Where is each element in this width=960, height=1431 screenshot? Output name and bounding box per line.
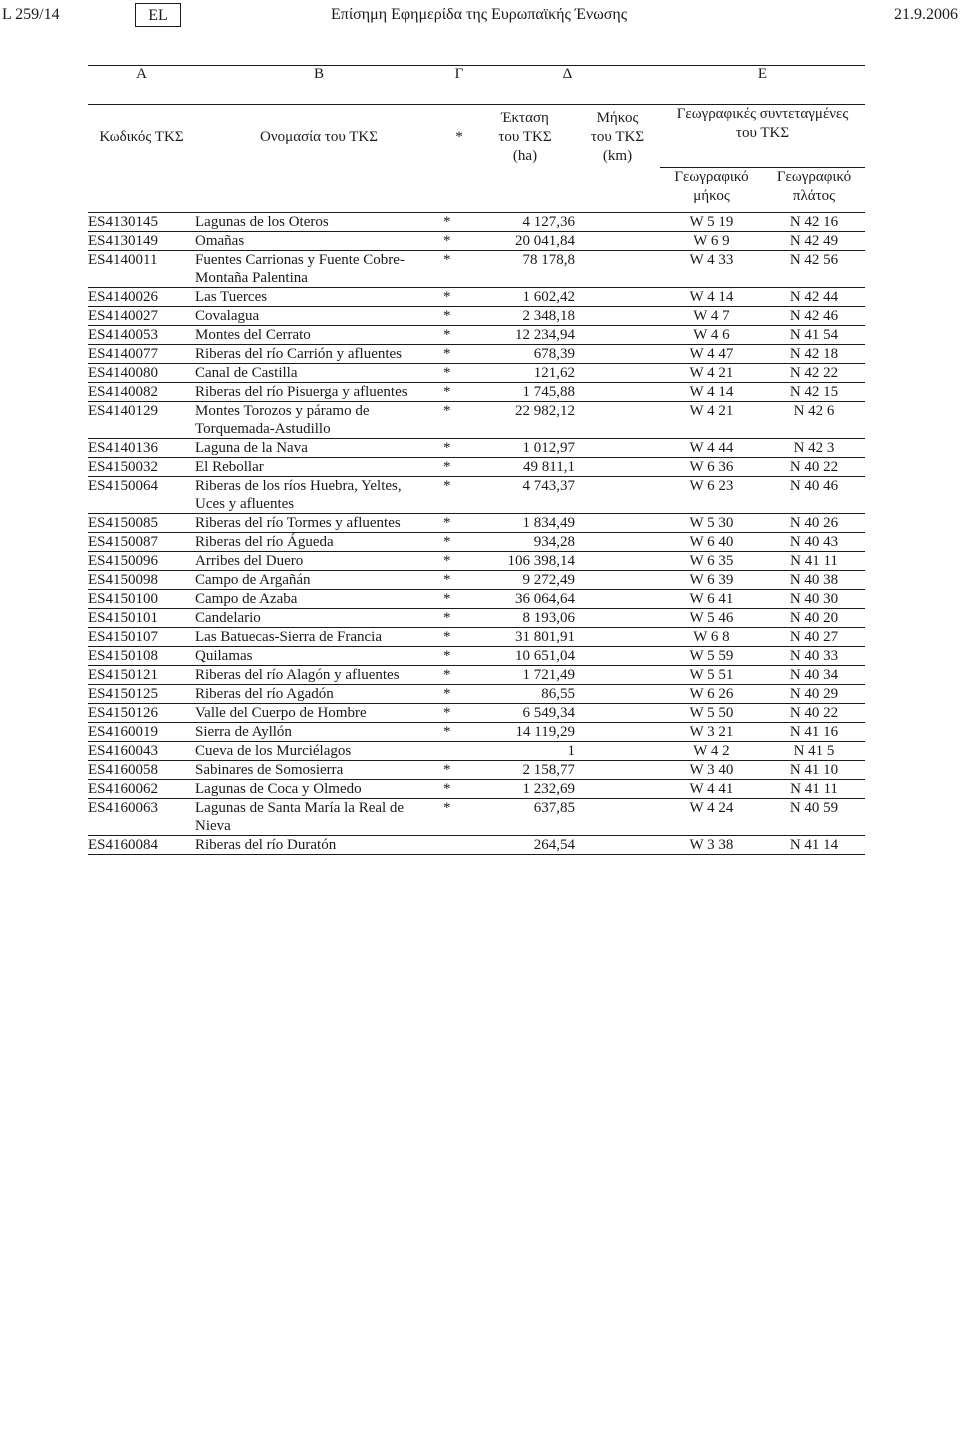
letter-d: Δ (475, 66, 660, 105)
site-name-line: Riberas del río Tormes y afluentes (195, 515, 401, 531)
site-name-line: Riberas del río Agadón (195, 686, 334, 702)
area-cell: 1 834,49 (475, 514, 575, 533)
area-cell: 264,54 (475, 836, 575, 855)
length-cell (575, 836, 660, 855)
site-code-cell: ES4150107 (88, 628, 195, 647)
length-cell (575, 780, 660, 799)
longitude-cell: W 5 46 (660, 609, 763, 628)
column-headers-row (88, 105, 865, 168)
site-name-cell (195, 647, 443, 666)
length-cell (575, 647, 660, 666)
site-name-line: Covalagua (195, 308, 260, 324)
longitude-cell: W 6 35 (660, 552, 763, 571)
site-name-line: Montes Torozos y páramo de (195, 403, 370, 419)
table-row (88, 326, 865, 345)
table-row (88, 609, 865, 628)
priority-marker-cell: * (443, 364, 475, 383)
site-code-cell: ES4150100 (88, 590, 195, 609)
site-name-line: El Rebollar (195, 459, 264, 475)
latitude-cell: N 42 46 (763, 307, 865, 326)
site-code-cell: ES4140026 (88, 288, 195, 307)
length-cell (575, 402, 660, 439)
latitude-cell: N 40 29 (763, 685, 865, 704)
priority-marker-cell: * (443, 552, 475, 571)
latitude-cell: N 42 3 (763, 439, 865, 458)
latitude-cell: N 40 22 (763, 704, 865, 723)
priority-marker-cell: * (443, 647, 475, 666)
length-cell (575, 326, 660, 345)
site-name-line: Riberas del río Pisuerga y afluentes (195, 384, 408, 400)
length-cell (575, 307, 660, 326)
site-name-cell (195, 590, 443, 609)
priority-marker-cell: * (443, 780, 475, 799)
page-header (0, 0, 960, 34)
priority-marker-cell: * (443, 439, 475, 458)
site-name-cell (195, 345, 443, 364)
site-code-cell: ES4160062 (88, 780, 195, 799)
site-code-cell: ES4150064 (88, 477, 195, 514)
site-name-line: Campo de Argañán (195, 572, 311, 588)
latitude-cell: N 40 43 (763, 533, 865, 552)
site-name-cell (195, 458, 443, 477)
letter-e: E (660, 66, 865, 105)
site-code-cell: ES4140027 (88, 307, 195, 326)
site-code-cell: ES4130149 (88, 232, 195, 251)
area-cell: 2 348,18 (475, 307, 575, 326)
site-code-cell: ES4160063 (88, 799, 195, 836)
site-name-cell (195, 685, 443, 704)
site-code-cell: ES4140129 (88, 402, 195, 439)
site-code-cell: ES4160043 (88, 742, 195, 761)
latitude-cell: N 40 26 (763, 514, 865, 533)
priority-marker-cell: * (443, 326, 475, 345)
site-name-line: Las Batuecas-Sierra de Francia (195, 629, 382, 645)
area-cell: 9 272,49 (475, 571, 575, 590)
area-cell: 1 745,88 (475, 383, 575, 402)
area-cell: 1 232,69 (475, 780, 575, 799)
longitude-cell: W 4 14 (660, 288, 763, 307)
site-name-cell (195, 251, 443, 288)
length-cell (575, 458, 660, 477)
length-cell (575, 514, 660, 533)
longitude-cell: W 4 24 (660, 799, 763, 836)
longitude-cell: W 6 26 (660, 685, 763, 704)
area-cell: 637,85 (475, 799, 575, 836)
priority-marker-cell: * (443, 514, 475, 533)
priority-marker-cell: * (443, 232, 475, 251)
table-row (88, 761, 865, 780)
length-cell (575, 232, 660, 251)
table-row (88, 723, 865, 742)
longitude-cell: W 3 40 (660, 761, 763, 780)
length-cell (575, 742, 660, 761)
site-name-line: Cueva de los Murciélagos (195, 743, 352, 759)
area-cell: 106 398,14 (475, 552, 575, 571)
site-name-cell (195, 232, 443, 251)
site-name-line: Lagunas de Coca y Olmedo (195, 781, 362, 797)
site-name-cell (195, 533, 443, 552)
site-code-cell: ES4140082 (88, 383, 195, 402)
journal-title: Επίσημη Εφημερίδα της Ευρωπαϊκής Ένωσης (331, 6, 628, 23)
latitude-cell: N 42 56 (763, 251, 865, 288)
site-name-line: Canal de Castilla (195, 365, 298, 381)
table-row (88, 704, 865, 723)
longitude-cell: W 5 59 (660, 647, 763, 666)
longitude-cell: W 6 40 (660, 533, 763, 552)
site-name-line: Lagunas de los Oteros (195, 214, 329, 230)
length-cell (575, 552, 660, 571)
longitude-cell: W 4 2 (660, 742, 763, 761)
latitude-cell: N 41 10 (763, 761, 865, 780)
table-row (88, 345, 865, 364)
table-row (88, 742, 865, 761)
letter-a: A (88, 66, 195, 105)
priority-marker-cell: * (443, 213, 475, 232)
area-cell: 2 158,77 (475, 761, 575, 780)
table-row (88, 552, 865, 571)
site-name-cell (195, 628, 443, 647)
length-cell (575, 477, 660, 514)
site-name-cell (195, 780, 443, 799)
length-cell (575, 251, 660, 288)
area-cell: 934,28 (475, 533, 575, 552)
area-cell: 678,39 (475, 345, 575, 364)
site-name-cell (195, 609, 443, 628)
site-code-cell: ES4130145 (88, 213, 195, 232)
site-name-cell (195, 307, 443, 326)
site-name-cell (195, 761, 443, 780)
table-row (88, 514, 865, 533)
letter-b: B (195, 66, 443, 105)
latitude-cell: N 42 44 (763, 288, 865, 307)
longitude-cell: W 4 14 (660, 383, 763, 402)
table-row (88, 477, 865, 514)
priority-marker-cell: * (443, 609, 475, 628)
table-row (88, 647, 865, 666)
priority-marker-cell: * (443, 704, 475, 723)
site-code-cell: ES4150085 (88, 514, 195, 533)
area-cell: 20 041,84 (475, 232, 575, 251)
length-cell (575, 345, 660, 364)
priority-marker-cell: * (443, 685, 475, 704)
length-cell (575, 439, 660, 458)
site-name-line: Riberas del río Duratón (195, 837, 337, 853)
table-row (88, 213, 865, 232)
longitude-cell: W 4 41 (660, 780, 763, 799)
letter-c: Γ (443, 66, 475, 105)
site-name-line: Torquemada-Astudillo (195, 421, 331, 437)
latitude-cell: N 40 22 (763, 458, 865, 477)
latitude-cell: N 41 16 (763, 723, 865, 742)
longitude-cell: W 5 19 (660, 213, 763, 232)
site-name-cell (195, 402, 443, 439)
site-name-line: Uces y afluentes (195, 496, 295, 512)
table-row (88, 590, 865, 609)
latitude-cell: N 42 6 (763, 402, 865, 439)
table-row (88, 402, 865, 439)
priority-marker-cell: * (443, 799, 475, 836)
latitude-cell: N 40 33 (763, 647, 865, 666)
length-cell (575, 383, 660, 402)
table-row (88, 251, 865, 288)
site-code-cell: ES4150108 (88, 647, 195, 666)
header-name: Ονομασία του ΤΚΣ (195, 105, 443, 213)
length-cell (575, 666, 660, 685)
length-cell (575, 288, 660, 307)
area-cell: 78 178,8 (475, 251, 575, 288)
priority-marker-cell: * (443, 761, 475, 780)
site-name-cell (195, 439, 443, 458)
header-area: Έκταση του ΤΚΣ (ha) (475, 105, 575, 213)
longitude-cell: W 3 38 (660, 836, 763, 855)
area-cell: 86,55 (475, 685, 575, 704)
table-row (88, 799, 865, 836)
site-name-cell (195, 666, 443, 685)
site-code-cell: ES4160058 (88, 761, 195, 780)
latitude-cell: N 41 5 (763, 742, 865, 761)
longitude-cell: W 5 51 (660, 666, 763, 685)
site-name-cell (195, 364, 443, 383)
longitude-cell: W 5 50 (660, 704, 763, 723)
site-name-line: Riberas del río Águeda (195, 534, 334, 550)
latitude-cell: N 40 59 (763, 799, 865, 836)
latitude-cell: N 40 30 (763, 590, 865, 609)
table-row (88, 780, 865, 799)
table-row (88, 533, 865, 552)
latitude-cell: N 42 49 (763, 232, 865, 251)
longitude-cell: W 5 30 (660, 514, 763, 533)
priority-marker-cell: * (443, 307, 475, 326)
longitude-cell: W 4 6 (660, 326, 763, 345)
site-name-line: Omañas (195, 233, 245, 249)
latitude-cell: N 40 38 (763, 571, 865, 590)
site-code-cell: ES4150087 (88, 533, 195, 552)
area-cell: 12 234,94 (475, 326, 575, 345)
priority-marker-cell: * (443, 477, 475, 514)
site-code-cell: ES4140077 (88, 345, 195, 364)
priority-marker-cell: * (443, 288, 475, 307)
length-cell (575, 590, 660, 609)
site-name-cell (195, 571, 443, 590)
priority-marker-cell: * (443, 345, 475, 364)
length-cell (575, 628, 660, 647)
site-name-line: Laguna de la Nava (195, 440, 308, 456)
longitude-cell: W 6 8 (660, 628, 763, 647)
header-star: * (443, 105, 475, 213)
area-cell: 22 982,12 (475, 402, 575, 439)
latitude-cell: N 40 20 (763, 609, 865, 628)
longitude-cell: W 6 36 (660, 458, 763, 477)
site-name-line: Arribes del Duero (195, 553, 304, 569)
length-cell (575, 761, 660, 780)
priority-marker-cell: * (443, 628, 475, 647)
area-cell: 1 012,97 (475, 439, 575, 458)
area-cell: 49 811,1 (475, 458, 575, 477)
table-row (88, 364, 865, 383)
site-code-cell: ES4150125 (88, 685, 195, 704)
priority-marker-cell (443, 742, 475, 761)
site-name-line: Fuentes Carrionas y Fuente Cobre- (195, 252, 405, 268)
longitude-cell: W 6 39 (660, 571, 763, 590)
area-cell: 36 064,64 (475, 590, 575, 609)
site-name-line: Nieva (195, 818, 231, 834)
site-code-cell: ES4160019 (88, 723, 195, 742)
sites-table-body (88, 213, 865, 855)
header-length: Μήκος του ΤΚΣ (km) (575, 105, 660, 213)
header-longitude: Γεωγραφικό μήκος (660, 168, 763, 213)
site-name-line: Riberas de los ríos Huebra, Yeltes, (195, 478, 402, 494)
site-name-line: Valle del Cuerpo de Hombre (195, 705, 367, 721)
priority-marker-cell: * (443, 383, 475, 402)
latitude-cell: N 41 54 (763, 326, 865, 345)
table-row (88, 685, 865, 704)
area-cell: 4 743,37 (475, 477, 575, 514)
latitude-cell: N 41 14 (763, 836, 865, 855)
sites-table (88, 65, 865, 855)
site-name-cell (195, 383, 443, 402)
header-coordinates: Γεωγραφικές συντεταγμένες του ΤΚΣ (660, 105, 865, 168)
site-name-cell (195, 326, 443, 345)
site-code-cell: ES4140011 (88, 251, 195, 288)
longitude-cell: W 6 23 (660, 477, 763, 514)
site-name-cell (195, 514, 443, 533)
site-name-line: Campo de Azaba (195, 591, 298, 607)
site-name-line: Las Tuerces (195, 289, 268, 305)
area-cell: 8 193,06 (475, 609, 575, 628)
table-row (88, 628, 865, 647)
site-name-line: Montaña Palentina (195, 270, 308, 286)
length-cell (575, 571, 660, 590)
longitude-cell: W 4 33 (660, 251, 763, 288)
length-cell (575, 799, 660, 836)
site-name-cell (195, 723, 443, 742)
language-code: EL (135, 3, 181, 27)
longitude-cell: W 6 41 (660, 590, 763, 609)
table-row (88, 232, 865, 251)
page-reference: L 259/14 (2, 6, 60, 23)
site-name-line: Riberas del río Alagón y afluentes (195, 667, 400, 683)
site-name-cell (195, 836, 443, 855)
latitude-cell: N 40 27 (763, 628, 865, 647)
latitude-cell: N 42 16 (763, 213, 865, 232)
table-row (88, 571, 865, 590)
longitude-cell: W 4 21 (660, 402, 763, 439)
table-row (88, 307, 865, 326)
latitude-cell: N 42 18 (763, 345, 865, 364)
longitude-cell: W 6 9 (660, 232, 763, 251)
site-name-cell (195, 477, 443, 514)
site-code-cell: ES4140053 (88, 326, 195, 345)
site-name-cell (195, 704, 443, 723)
priority-marker-cell: * (443, 723, 475, 742)
priority-marker-cell: * (443, 666, 475, 685)
site-name-line: Sierra de Ayllón (195, 724, 292, 740)
site-name-cell (195, 552, 443, 571)
priority-marker-cell (443, 836, 475, 855)
site-name-line: Sabinares de Somosierra (195, 762, 344, 778)
longitude-cell: W 4 44 (660, 439, 763, 458)
site-code-cell: ES4150126 (88, 704, 195, 723)
site-code-cell: ES4150121 (88, 666, 195, 685)
latitude-cell: N 41 11 (763, 552, 865, 571)
site-name-cell (195, 288, 443, 307)
site-name-line: Quilamas (195, 648, 253, 664)
site-name-line: Lagunas de Santa María la Real de (195, 800, 405, 816)
area-cell: 6 549,34 (475, 704, 575, 723)
longitude-cell: W 4 21 (660, 364, 763, 383)
header-code: Κωδικός ΤΚΣ (88, 105, 195, 213)
length-cell (575, 723, 660, 742)
latitude-cell: N 42 15 (763, 383, 865, 402)
latitude-cell: N 40 34 (763, 666, 865, 685)
area-cell: 14 119,29 (475, 723, 575, 742)
site-code-cell: ES4150096 (88, 552, 195, 571)
area-cell: 31 801,91 (475, 628, 575, 647)
site-name-cell (195, 213, 443, 232)
longitude-cell: W 4 7 (660, 307, 763, 326)
length-cell (575, 609, 660, 628)
length-cell (575, 533, 660, 552)
latitude-cell: N 40 46 (763, 477, 865, 514)
table-row (88, 439, 865, 458)
publication-date: 21.9.2006 (894, 6, 958, 23)
header-latitude: Γεωγραφικό πλάτος (763, 168, 865, 213)
length-cell (575, 685, 660, 704)
site-code-cell: ES4140136 (88, 439, 195, 458)
site-name-cell (195, 742, 443, 761)
priority-marker-cell: * (443, 402, 475, 439)
length-cell (575, 704, 660, 723)
site-code-cell: ES4150101 (88, 609, 195, 628)
site-name-line: Montes del Cerrato (195, 327, 311, 343)
site-code-cell: ES4150098 (88, 571, 195, 590)
area-cell: 121,62 (475, 364, 575, 383)
area-cell: 4 127,36 (475, 213, 575, 232)
latitude-cell: N 41 11 (763, 780, 865, 799)
table-row (88, 288, 865, 307)
area-cell: 1 602,42 (475, 288, 575, 307)
priority-marker-cell: * (443, 533, 475, 552)
site-code-cell: ES4150032 (88, 458, 195, 477)
table-row (88, 836, 865, 855)
area-cell: 1 721,49 (475, 666, 575, 685)
site-code-cell: ES4160084 (88, 836, 195, 855)
priority-marker-cell: * (443, 571, 475, 590)
table-row (88, 666, 865, 685)
longitude-cell: W 3 21 (660, 723, 763, 742)
priority-marker-cell: * (443, 458, 475, 477)
site-name-line: Candelario (195, 610, 261, 626)
site-name-cell (195, 799, 443, 836)
area-cell: 1 (475, 742, 575, 761)
area-cell: 10 651,04 (475, 647, 575, 666)
table-row (88, 383, 865, 402)
length-cell (575, 213, 660, 232)
priority-marker-cell: * (443, 251, 475, 288)
column-letters-row (88, 66, 865, 105)
table-row (88, 458, 865, 477)
site-code-cell: ES4140080 (88, 364, 195, 383)
latitude-cell: N 42 22 (763, 364, 865, 383)
site-name-line: Riberas del río Carrión y afluentes (195, 346, 403, 362)
longitude-cell: W 4 47 (660, 345, 763, 364)
length-cell (575, 364, 660, 383)
priority-marker-cell: * (443, 590, 475, 609)
